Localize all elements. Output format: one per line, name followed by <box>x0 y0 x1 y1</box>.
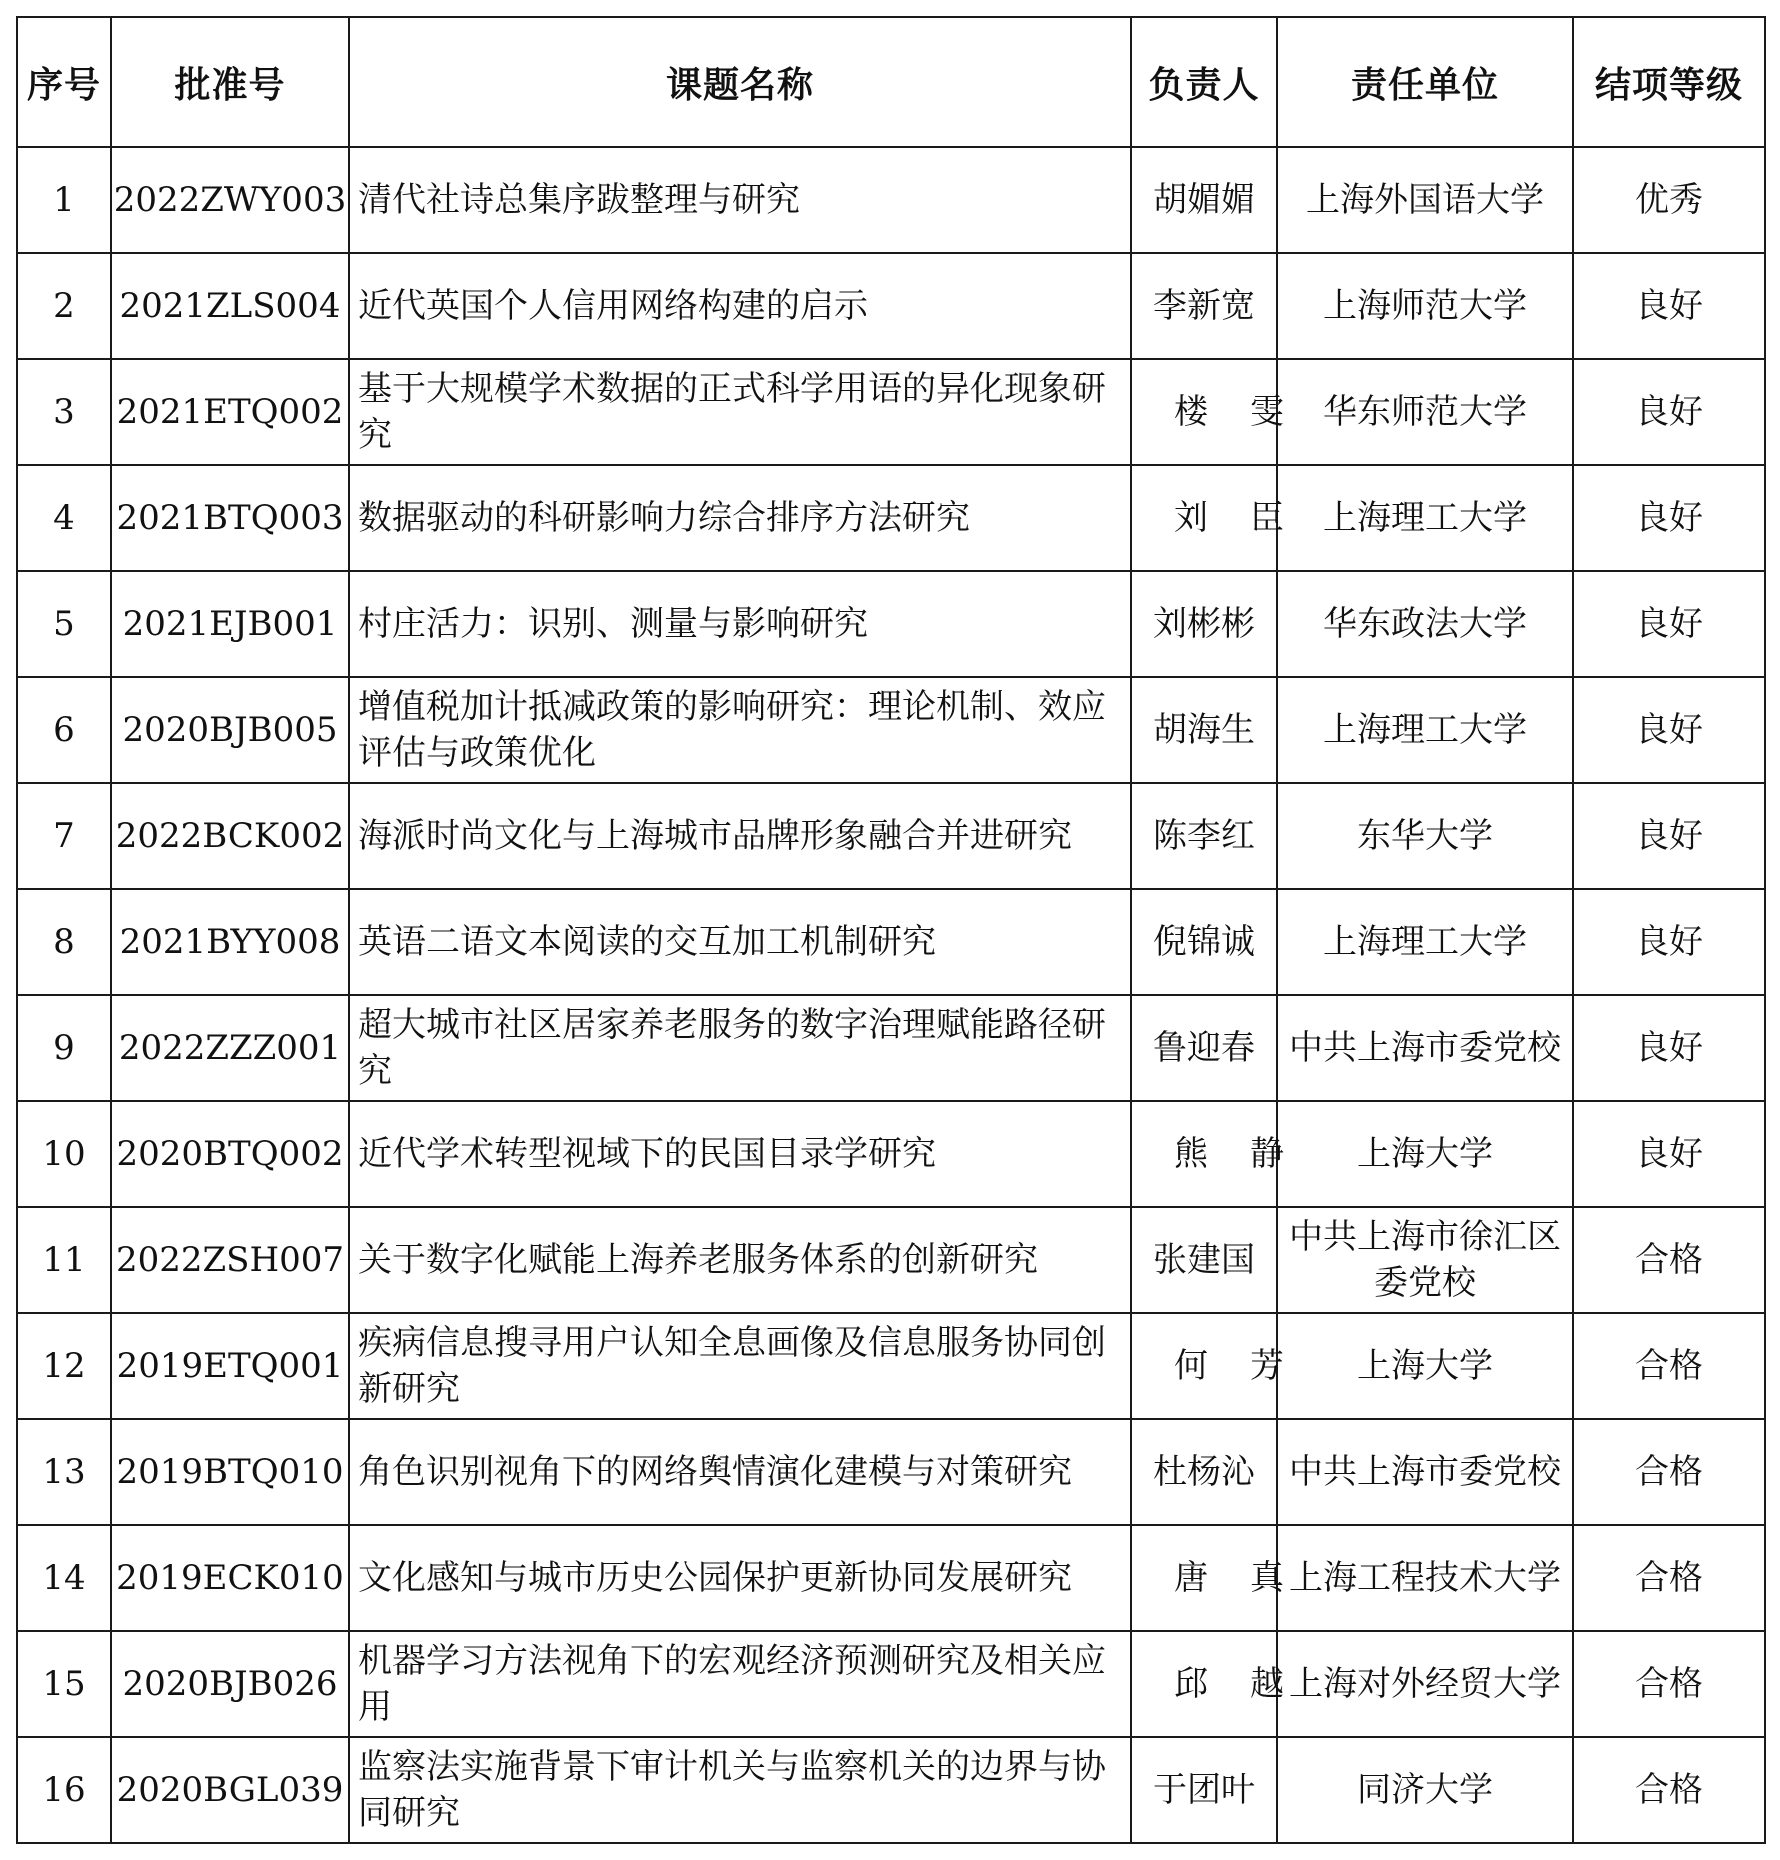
row-person: 倪锦诚 <box>1131 889 1277 995</box>
row-grade: 合格 <box>1573 1631 1765 1737</box>
row-unit: 上海理工大学 <box>1277 465 1573 571</box>
row-title: 超大城市社区居家养老服务的数字治理赋能路径研究 <box>349 995 1131 1101</box>
project-results-table <box>16 16 1766 1844</box>
row-no: 12 <box>17 1313 111 1419</box>
row-person: 胡媚媚 <box>1131 147 1277 253</box>
row-title: 清代社诗总集序跋整理与研究 <box>349 147 1131 253</box>
row-person: 鲁迎春 <box>1131 995 1277 1101</box>
row-person: 邱越 <box>1131 1631 1277 1737</box>
row-title: 近代学术转型视域下的民国目录学研究 <box>349 1101 1131 1207</box>
row-person: 陈李红 <box>1131 783 1277 889</box>
row-unit: 上海对外经贸大学 <box>1277 1631 1573 1737</box>
row-title: 文化感知与城市历史公园保护更新协同发展研究 <box>349 1525 1131 1631</box>
row-person: 唐真 <box>1131 1525 1277 1631</box>
row-title: 疾病信息搜寻用户认知全息画像及信息服务协同创新研究 <box>349 1313 1131 1419</box>
row-title: 关于数字化赋能上海养老服务体系的创新研究 <box>349 1207 1131 1313</box>
row-grade: 良好 <box>1573 783 1765 889</box>
row-code: 2022ZSH007 <box>111 1207 349 1313</box>
row-person: 胡海生 <box>1131 677 1277 783</box>
row-title: 村庄活力：识别、测量与影响研究 <box>349 571 1131 677</box>
row-no: 10 <box>17 1101 111 1207</box>
table-row <box>17 147 1765 253</box>
row-code: 2019ECK010 <box>111 1525 349 1631</box>
row-code: 2021BYY008 <box>111 889 349 995</box>
row-grade: 优秀 <box>1573 147 1765 253</box>
row-person: 刘彬彬 <box>1131 571 1277 677</box>
row-code: 2022ZWY003 <box>111 147 349 253</box>
table-row <box>17 995 1765 1101</box>
table-row <box>17 1313 1765 1419</box>
table-row <box>17 253 1765 359</box>
row-person: 何芳 <box>1131 1313 1277 1419</box>
row-unit: 上海师范大学 <box>1277 253 1573 359</box>
table-row <box>17 783 1765 889</box>
row-grade: 良好 <box>1573 995 1765 1101</box>
row-no: 11 <box>17 1207 111 1313</box>
row-grade: 合格 <box>1573 1525 1765 1631</box>
row-no: 8 <box>17 889 111 995</box>
table-row <box>17 677 1765 783</box>
row-no: 2 <box>17 253 111 359</box>
table-row <box>17 1737 1765 1843</box>
row-unit: 同济大学 <box>1277 1737 1573 1843</box>
row-person: 张建国 <box>1131 1207 1277 1313</box>
row-grade: 合格 <box>1573 1737 1765 1843</box>
header-grade: 结项等级 <box>1573 17 1765 147</box>
row-unit: 上海理工大学 <box>1277 677 1573 783</box>
row-code: 2020BGL039 <box>111 1737 349 1843</box>
row-unit: 东华大学 <box>1277 783 1573 889</box>
row-grade: 合格 <box>1573 1207 1765 1313</box>
row-no: 7 <box>17 783 111 889</box>
row-code: 2021EJB001 <box>111 571 349 677</box>
row-code: 2021ZLS004 <box>111 253 349 359</box>
row-title: 近代英国个人信用网络构建的启示 <box>349 253 1131 359</box>
row-code: 2020BJB026 <box>111 1631 349 1737</box>
results-table-container <box>16 16 1764 1844</box>
row-no: 16 <box>17 1737 111 1843</box>
row-no: 13 <box>17 1419 111 1525</box>
table-row <box>17 1525 1765 1631</box>
table-row <box>17 465 1765 571</box>
row-unit: 上海理工大学 <box>1277 889 1573 995</box>
row-title: 角色识别视角下的网络舆情演化建模与对策研究 <box>349 1419 1131 1525</box>
row-no: 9 <box>17 995 111 1101</box>
row-no: 1 <box>17 147 111 253</box>
row-person: 熊静 <box>1131 1101 1277 1207</box>
row-unit: 中共上海市委党校 <box>1277 1419 1573 1525</box>
row-grade: 良好 <box>1573 359 1765 465</box>
row-unit: 上海工程技术大学 <box>1277 1525 1573 1631</box>
row-code: 2022BCK002 <box>111 783 349 889</box>
row-grade: 良好 <box>1573 571 1765 677</box>
header-title: 课题名称 <box>349 17 1131 147</box>
row-unit: 华东政法大学 <box>1277 571 1573 677</box>
row-title: 英语二语文本阅读的交互加工机制研究 <box>349 889 1131 995</box>
table-header-row <box>17 17 1765 147</box>
table-row <box>17 571 1765 677</box>
row-unit: 华东师范大学 <box>1277 359 1573 465</box>
header-person: 负责人 <box>1131 17 1277 147</box>
row-unit: 中共上海市委党校 <box>1277 995 1573 1101</box>
row-unit: 中共上海市徐汇区委党校 <box>1277 1207 1573 1313</box>
row-person: 杜杨沁 <box>1131 1419 1277 1525</box>
row-unit: 上海大学 <box>1277 1313 1573 1419</box>
row-title: 海派时尚文化与上海城市品牌形象融合并进研究 <box>349 783 1131 889</box>
row-grade: 良好 <box>1573 465 1765 571</box>
row-code: 2021ETQ002 <box>111 359 349 465</box>
row-code: 2020BTQ002 <box>111 1101 349 1207</box>
row-no: 5 <box>17 571 111 677</box>
row-grade: 良好 <box>1573 677 1765 783</box>
table-row <box>17 359 1765 465</box>
row-no: 3 <box>17 359 111 465</box>
row-code: 2019BTQ010 <box>111 1419 349 1525</box>
header-code: 批准号 <box>111 17 349 147</box>
row-unit: 上海大学 <box>1277 1101 1573 1207</box>
row-title: 监察法实施背景下审计机关与监察机关的边界与协同研究 <box>349 1737 1131 1843</box>
row-code: 2019ETQ001 <box>111 1313 349 1419</box>
row-person: 刘臣 <box>1131 465 1277 571</box>
row-grade: 合格 <box>1573 1313 1765 1419</box>
row-title: 数据驱动的科研影响力综合排序方法研究 <box>349 465 1131 571</box>
table-row <box>17 1419 1765 1525</box>
row-no: 15 <box>17 1631 111 1737</box>
row-grade: 良好 <box>1573 889 1765 995</box>
row-person: 李新宽 <box>1131 253 1277 359</box>
row-grade: 良好 <box>1573 1101 1765 1207</box>
row-grade: 良好 <box>1573 253 1765 359</box>
row-title: 基于大规模学术数据的正式科学用语的异化现象研究 <box>349 359 1131 465</box>
header-no: 序号 <box>17 17 111 147</box>
row-code: 2021BTQ003 <box>111 465 349 571</box>
row-no: 14 <box>17 1525 111 1631</box>
row-person: 于团叶 <box>1131 1737 1277 1843</box>
table-row <box>17 1207 1765 1313</box>
row-title: 机器学习方法视角下的宏观经济预测研究及相关应用 <box>349 1631 1131 1737</box>
row-code: 2020BJB005 <box>111 677 349 783</box>
row-no: 4 <box>17 465 111 571</box>
table-row <box>17 1631 1765 1737</box>
row-title: 增值税加计抵减政策的影响研究：理论机制、效应评估与政策优化 <box>349 677 1131 783</box>
row-grade: 合格 <box>1573 1419 1765 1525</box>
header-unit: 责任单位 <box>1277 17 1573 147</box>
row-unit: 上海外国语大学 <box>1277 147 1573 253</box>
table-row <box>17 1101 1765 1207</box>
row-code: 2022ZZZ001 <box>111 995 349 1101</box>
row-person: 楼雯 <box>1131 359 1277 465</box>
table-row <box>17 889 1765 995</box>
row-no: 6 <box>17 677 111 783</box>
